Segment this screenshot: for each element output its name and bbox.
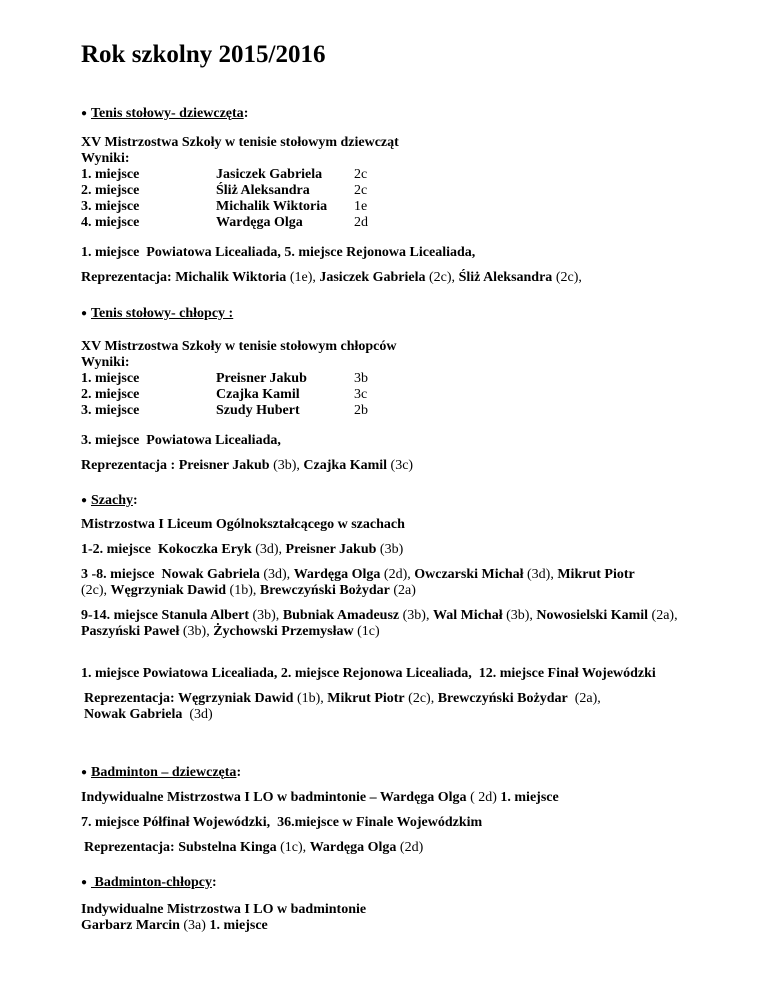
results-label: Wyniki: <box>81 151 130 166</box>
name: Śliż Aleksandra <box>216 183 310 198</box>
result-summary: 7. miejsce Półfinał Wojewódzki, 36.miejsce w Finale Wojewódzkim <box>81 815 483 830</box>
player-class: (3d), <box>259 567 294 582</box>
competition-title: Indywidualne Mistrzostwa I LO w badmintonie <box>81 902 367 917</box>
class: 2b <box>354 403 368 418</box>
name: Preisner Jakub <box>216 371 307 386</box>
result-row <box>81 215 582 231</box>
player-class: (3d), <box>251 542 286 557</box>
player-class: (2c), <box>404 691 438 706</box>
name: Jasiczek Gabriela <box>216 167 323 182</box>
result-line <box>81 790 559 806</box>
player-class: (3b) <box>376 542 404 557</box>
player-name: Kokoczka Eryk <box>157 542 252 557</box>
player-name: Stanula Albert <box>161 608 249 623</box>
player-name: Substelna Kinga <box>178 840 277 855</box>
competition-title: Mistrzostwa I Liceum Ogólnokształcącego w szachach <box>81 517 405 532</box>
heading-suffix: : <box>243 106 249 121</box>
competition-title: XV Mistrzostwa Szkoły w tenisie stołowym chłopców <box>81 339 397 354</box>
name: Michalik Wiktoria <box>216 199 328 214</box>
representation-line <box>81 270 582 286</box>
heading-suffix: : <box>211 875 217 890</box>
player-class: (3c) <box>387 458 414 473</box>
player-class: (3d), <box>523 567 558 582</box>
player-class: (3b), <box>248 608 283 623</box>
result-row <box>81 371 413 387</box>
section-badminton-girls <box>81 765 559 856</box>
player-class: (1e), <box>286 270 320 285</box>
heading-text: Badminton-chłopcy <box>91 875 212 890</box>
class: 2c <box>354 167 368 182</box>
class: 1e <box>354 199 368 214</box>
place: 2. miejsce <box>81 387 140 402</box>
representation-line <box>81 691 678 707</box>
player-class: (2a), <box>648 608 678 623</box>
player-name: Michalik Wiktoria <box>175 270 287 285</box>
place: 2. miejsce <box>81 183 140 198</box>
player-name: Brewczyński Bożydar <box>437 691 568 706</box>
player-name: Mikrut Piotr <box>327 691 405 706</box>
result-summary: 1. miejsce Powiatowa Licealiada, 5. miejsce Rejonowa Licealiada, <box>81 245 476 260</box>
class: 2d <box>354 215 368 230</box>
results-label: Wyniki: <box>81 355 130 370</box>
place: 3 -8. miejsce <box>81 567 162 582</box>
player-class: (2c), <box>81 583 111 598</box>
name: Szudy Hubert <box>216 403 300 418</box>
result-row <box>81 167 582 183</box>
player-name: Węgrzyniak Dawid <box>177 691 294 706</box>
heading-suffix: : <box>133 493 138 508</box>
player-class: (1c) <box>353 624 380 639</box>
heading-text: Badminton – dziewczęta <box>91 765 237 780</box>
player-class: (3d) <box>182 707 213 722</box>
rep-label: Reprezentacja: <box>84 691 178 706</box>
place-line-continued <box>81 583 678 599</box>
place: 1. miejsce <box>81 371 140 386</box>
heading-text: Tenis stołowy- dziewczęta <box>91 106 244 121</box>
player-class: (2c), <box>425 270 459 285</box>
place: 1. miejsce <box>81 167 140 182</box>
bullet-icon: ● <box>81 495 88 506</box>
place-line <box>81 542 678 558</box>
rep-label: Reprezentacja: <box>84 840 179 855</box>
section-chess <box>81 493 678 723</box>
section-table-tennis-boys <box>81 306 413 474</box>
class: 2c <box>354 183 368 198</box>
result-row <box>81 199 582 215</box>
place-line-continued <box>81 624 678 640</box>
player-class: (2d) <box>396 840 424 855</box>
class: 3b <box>354 371 368 386</box>
rep-label: Reprezentacja : <box>81 458 179 473</box>
player-name: Preisner Jakub <box>178 458 270 473</box>
result-row <box>81 183 582 199</box>
representation-line-continued <box>81 707 678 723</box>
result-row <box>81 387 413 403</box>
place: 1. miejsce <box>205 918 268 933</box>
section-heading <box>81 875 366 892</box>
section-heading <box>81 106 582 123</box>
section-heading <box>81 765 559 782</box>
place: 4. miejsce <box>81 215 140 230</box>
player-name: Nowak Gabriela <box>84 707 183 722</box>
player-name: Nowak Gabriela <box>161 567 260 582</box>
player-class: (3b), <box>179 624 214 639</box>
player-name: Bubniak Amadeusz <box>282 608 400 623</box>
player-class: (2a) <box>389 583 416 598</box>
player-name: Jasiczek Gabriela <box>319 270 426 285</box>
bullet-icon: ● <box>81 767 88 778</box>
player-name: Węgrzyniak Dawid <box>110 583 227 598</box>
player-name: Czajka Kamil <box>303 458 388 473</box>
heading-text: Tenis stołowy- chłopcy : <box>91 306 234 321</box>
player-name: Wardęga Olga <box>293 567 381 582</box>
bullet-icon: ● <box>81 108 88 119</box>
player-name: Preisner Jakub <box>285 542 377 557</box>
bullet-icon: ● <box>81 877 88 888</box>
player-class: (1c), <box>276 840 310 855</box>
place-line <box>81 567 678 583</box>
page-title: Rok szkolny 2015/2016 <box>81 41 326 68</box>
section-badminton-boys <box>81 875 366 934</box>
representation-line <box>81 840 559 856</box>
section-heading <box>81 306 413 323</box>
player-name: Śliż Aleksandra <box>458 270 553 285</box>
class: 3c <box>354 387 368 402</box>
result-summary: 3. miejsce Powiatowa Licealiada, <box>81 433 281 448</box>
place: 3. miejsce <box>81 199 140 214</box>
player-name: Wal Michał <box>432 608 503 623</box>
player-class: (1b), <box>226 583 260 598</box>
player-name: Wardęga Olga <box>309 840 397 855</box>
player-class: (3b), <box>269 458 304 473</box>
rep-label: Reprezentacja: <box>81 270 176 285</box>
result-summary: 1. miejsce Powiatowa Licealiada, 2. miejsce Rejonowa Licealiada, 12. miejsce Finał Wojewódzki <box>81 666 656 681</box>
representation-line <box>81 458 413 474</box>
player-name: Żychowski Przemysław <box>213 624 354 639</box>
player-class: (1b), <box>293 691 328 706</box>
heading-suffix: : <box>236 765 242 780</box>
player-name: Nowosielski Kamil <box>536 608 649 623</box>
player-class: (3a) <box>179 918 206 933</box>
place: 9-14. miejsce <box>81 608 162 623</box>
name: Wardęga Olga <box>216 215 303 230</box>
result-line <box>81 918 366 934</box>
competition-text: Indywidualne Mistrzostwa I LO w badmintonie – Wardęga Olga <box>81 790 471 805</box>
place: 3. miejsce <box>81 403 140 418</box>
player-class: (2c), <box>552 270 582 285</box>
section-table-tennis-girls <box>81 106 582 286</box>
place: 1. miejsce <box>496 790 559 805</box>
player-class: (2d), <box>380 567 415 582</box>
player-name: Garbarz Marcin <box>81 918 180 933</box>
player-class: (3b), <box>399 608 433 623</box>
player-name: Brewczyński Bożydar <box>259 583 390 598</box>
place-line <box>81 608 678 624</box>
player-class: (3b), <box>502 608 537 623</box>
name: Czajka Kamil <box>216 387 300 402</box>
section-heading <box>81 493 678 510</box>
competition-title: XV Mistrzostwa Szkoły w tenisie stołowym dziewcząt <box>81 135 399 150</box>
player-class: (2a), <box>567 691 601 706</box>
player-name: Owczarski Michał <box>414 567 524 582</box>
player-name: Mikrut Piotr <box>557 567 635 582</box>
result-row <box>81 403 413 419</box>
bullet-icon: ● <box>81 308 88 319</box>
player-class: ( 2d) <box>470 790 497 805</box>
player-name: Paszyński Paweł <box>81 624 180 639</box>
heading-text: Szachy <box>91 493 133 508</box>
place: 1-2. miejsce <box>81 542 158 557</box>
